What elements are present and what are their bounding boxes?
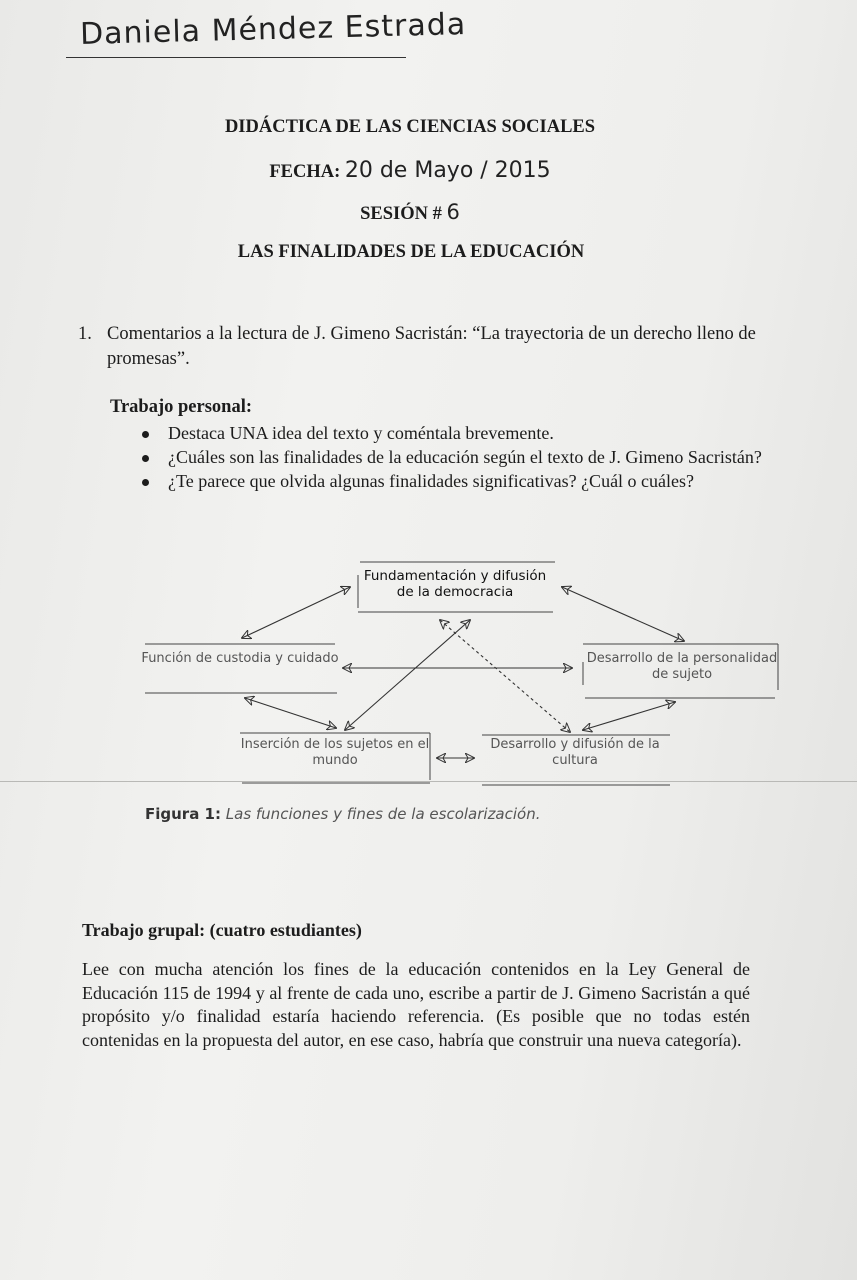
diagram-node-right: Desarrollo de la personalidad de sujeto <box>586 651 778 682</box>
trabajo-grupal-body: Lee con mucha atención los fines de la educación contenidos en la Ley General de Educación 115 de 1994 y al frente de cada uno, escribe a partir de J. Gimeno Sacristán a qué propósito y/o finalidad estaría haciendo referencia. (Es posible que no todas estén contenidas en la propuesta del autor, en ese caso, habría que construir una nueva categoría). <box>82 959 750 1050</box>
bullet-icon <box>142 455 149 462</box>
arrow-top-br <box>440 620 570 732</box>
bullet-icon <box>142 431 149 438</box>
bullet-icon <box>142 479 149 486</box>
figure-caption-label: Figura 1: <box>145 805 221 823</box>
session-line <box>0 200 820 225</box>
list-item <box>140 470 775 493</box>
diagram-node-left: Función de custodia y cuidado <box>141 651 339 666</box>
functions-diagram <box>0 540 857 830</box>
trabajo-personal-heading: Trabajo personal: <box>110 397 253 417</box>
date-line <box>0 158 820 183</box>
figure-caption-text: Las funciones y fines de la escolarización. <box>225 805 541 823</box>
list-item <box>140 446 775 469</box>
arrow-right-br <box>583 702 675 730</box>
figure-caption <box>145 805 541 823</box>
list-item <box>140 422 775 445</box>
name-underline <box>66 57 406 58</box>
diagram-node-bottom-left: Inserción de los sujetos en el mundo <box>240 737 430 768</box>
arrow-top-left <box>242 587 350 638</box>
page-subtitle: LAS FINALIDADES DE LA EDUCACIÓN <box>237 242 585 262</box>
list-item-text: Destaca UNA idea del texto y coméntala brevemente. <box>168 423 554 443</box>
list-item-text: ¿Te parece que olvida algunas finalidades significativas? ¿Cuál o cuáles? <box>168 471 695 491</box>
arrow-top-bl <box>345 620 470 730</box>
trabajo-grupal-heading: Trabajo grupal: (cuatro estudiantes) <box>82 920 362 940</box>
arrow-left-bl <box>245 698 336 728</box>
list-item-text: ¿Cuáles son las finalidades de la educación según el texto de J. Gimeno Sacristán? <box>168 447 762 467</box>
date-label: FECHA: <box>269 162 341 182</box>
diagram-node-top: Fundamentación y difusión de la democracia <box>363 568 547 600</box>
item-1 <box>78 322 778 372</box>
item-1-text: Comentarios a la lectura de J. Gimeno Sacristán: “La trayectoria de un derecho lleno de promesas”. <box>107 324 756 369</box>
diagram-node-bottom-right: Desarrollo y difusión de la cultura <box>490 737 660 768</box>
course-title: DIDÁCTICA DE LAS CIENCIAS SOCIALES <box>224 117 596 137</box>
trabajo-personal-list <box>140 422 775 494</box>
item-1-number: 1. <box>78 324 92 344</box>
student-name: Daniela Méndez Estrada <box>79 6 467 53</box>
arrow-top-right <box>562 587 684 641</box>
date-value: 20 de Mayo / 2015 <box>344 158 551 183</box>
session-value: 6 <box>446 200 460 224</box>
paper-fold-line <box>0 781 857 782</box>
session-label: SESIÓN # <box>360 204 442 224</box>
